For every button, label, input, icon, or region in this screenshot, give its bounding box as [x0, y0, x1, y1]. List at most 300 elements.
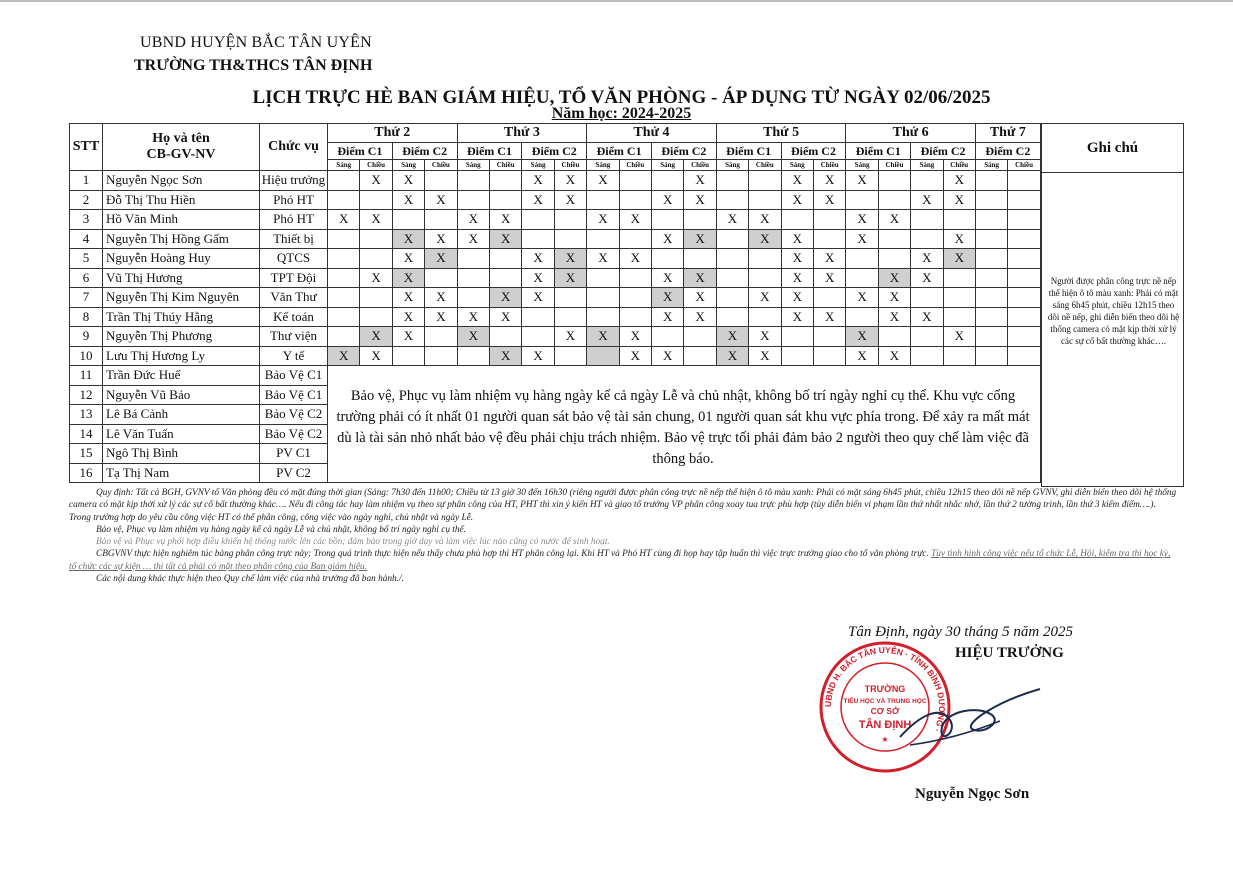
duty-cell: X	[328, 346, 360, 366]
staff-position: Hiệu trưởng	[260, 171, 328, 191]
header-position: Chức vụ	[260, 124, 328, 171]
staff-name: Nguyễn Thị Kim Nguyên	[103, 288, 260, 308]
duty-cell	[489, 268, 521, 288]
duty-cell: X	[554, 327, 586, 347]
duty-cell	[716, 249, 748, 269]
duty-cell	[619, 268, 651, 288]
duty-cell	[554, 307, 586, 327]
duty-cell	[911, 210, 943, 230]
duty-cell	[878, 190, 910, 210]
duty-cell: X	[911, 190, 943, 210]
duty-cell	[716, 307, 748, 327]
staff-position: Kế toán	[260, 307, 328, 327]
staff-name: Lê Bá Cảnh	[103, 405, 260, 425]
header-day: Thứ 6	[846, 124, 976, 143]
duty-cell: X	[781, 190, 813, 210]
table-row	[70, 346, 1041, 366]
duty-cell	[943, 210, 975, 230]
duty-cell	[684, 210, 716, 230]
duty-cell: X	[749, 346, 781, 366]
duty-cell	[975, 307, 1007, 327]
duty-cell	[587, 288, 619, 308]
duty-cell	[975, 249, 1007, 269]
org-line-2: TRƯỜNG TH&THCS TÂN ĐỊNH	[134, 57, 373, 74]
duty-cell: X	[846, 346, 878, 366]
header-day: Thứ 5	[716, 124, 846, 143]
note-paragraph	[69, 548, 1179, 573]
duty-cell: X	[587, 171, 619, 191]
duty-cell: X	[943, 229, 975, 249]
duty-cell: X	[587, 327, 619, 347]
staff-name: Tạ Thị Nam	[103, 463, 260, 483]
duty-cell: X	[749, 327, 781, 347]
duty-cell	[425, 171, 457, 191]
header-shift: Chiều	[943, 160, 975, 171]
duty-cell: X	[781, 288, 813, 308]
staff-position: Thư viện	[260, 327, 328, 347]
header-shift: Sáng	[846, 160, 878, 171]
document-title: LỊCH TRỰC HÈ BAN GIÁM HIỆU, TỔ VĂN PHÒNG - ÁP DỤNG TỪ NGÀY 02/06/2025	[252, 87, 991, 108]
duty-cell	[716, 288, 748, 308]
duty-cell	[813, 346, 845, 366]
duty-cell	[619, 229, 651, 249]
duty-cell: X	[522, 171, 554, 191]
org-line-1: UBND HUYỆN BẮC TÂN UYÊN	[140, 34, 372, 51]
duty-cell: X	[522, 346, 554, 366]
duty-cell: X	[911, 268, 943, 288]
header-day: Thứ 4	[587, 124, 717, 143]
duty-cell: X	[749, 229, 781, 249]
duty-cell: X	[684, 229, 716, 249]
header-name-line1: Họ và tên	[152, 131, 210, 146]
duty-cell	[1008, 307, 1040, 327]
duty-cell: X	[684, 190, 716, 210]
duty-cell: X	[522, 249, 554, 269]
row-number: 6	[70, 268, 103, 288]
staff-position: Y tế	[260, 346, 328, 366]
duty-cell	[328, 190, 360, 210]
duty-cell	[489, 249, 521, 269]
duty-cell	[975, 190, 1007, 210]
header-point: Điểm C1	[716, 143, 781, 160]
header-point: Điểm C2	[522, 143, 587, 160]
header-point: Điểm C1	[587, 143, 652, 160]
duty-cell: X	[360, 327, 392, 347]
row-number: 8	[70, 307, 103, 327]
duty-cell	[651, 327, 683, 347]
row-number: 16	[70, 463, 103, 483]
duty-cell	[328, 229, 360, 249]
header-shift: Chiều	[554, 160, 586, 171]
duty-cell: X	[878, 288, 910, 308]
duty-cell: X	[489, 307, 521, 327]
duty-cell	[554, 210, 586, 230]
duty-cell: X	[457, 210, 489, 230]
duty-cell	[749, 171, 781, 191]
staff-name: Trần Đức Huế	[103, 366, 260, 386]
duty-cell	[1008, 171, 1040, 191]
duty-cell	[457, 171, 489, 191]
duty-cell: X	[554, 249, 586, 269]
note-paragraph: Bảo vệ và Phục vụ phối hợp điều khiển hệ thống nước lên các bồn; đảm bảo trong giờ dạy và làm việc lúc nào cũng có nước để sinh hoạt.	[96, 537, 610, 548]
duty-cell	[813, 288, 845, 308]
duty-cell	[878, 229, 910, 249]
duty-cell: X	[587, 210, 619, 230]
duty-cell	[360, 288, 392, 308]
header-point: Điểm C2	[392, 143, 457, 160]
duty-cell: X	[554, 268, 586, 288]
duty-cell: X	[489, 346, 521, 366]
header-day: Thứ 3	[457, 124, 587, 143]
duty-cell: X	[781, 307, 813, 327]
duty-cell	[975, 288, 1007, 308]
duty-cell	[911, 171, 943, 191]
duty-cell: X	[651, 268, 683, 288]
seal-ring-text: UBND H. BẮC TÂN UYÊN · TỈNH BÌNH DƯƠNG ·	[822, 644, 948, 734]
table-row	[70, 190, 1041, 210]
duty-cell	[975, 171, 1007, 191]
duty-cell	[975, 229, 1007, 249]
duty-cell	[587, 229, 619, 249]
header-shift: Sáng	[587, 160, 619, 171]
duty-cell	[781, 327, 813, 347]
duty-cell	[1008, 327, 1040, 347]
table-row	[70, 288, 1041, 308]
duty-cell	[651, 210, 683, 230]
duty-cell: X	[684, 171, 716, 191]
row-number: 1	[70, 171, 103, 191]
duty-cell: X	[846, 288, 878, 308]
duty-cell: X	[489, 229, 521, 249]
duty-cell	[392, 346, 424, 366]
staff-name: Vũ Thị Hương	[103, 268, 260, 288]
duty-cell	[749, 307, 781, 327]
header-name	[103, 124, 260, 171]
staff-name: Nguyễn Hoàng Huy	[103, 249, 260, 269]
header-day: Thứ 7	[975, 124, 1040, 143]
duty-cell	[328, 249, 360, 269]
staff-position: PV C2	[260, 463, 328, 483]
header-shift: Chiều	[619, 160, 651, 171]
duty-cell: X	[522, 268, 554, 288]
duty-cell	[911, 327, 943, 347]
duty-cell	[846, 268, 878, 288]
duty-cell	[360, 229, 392, 249]
staff-name: Nguyễn Vũ Bảo	[103, 385, 260, 405]
row-number: 14	[70, 424, 103, 444]
duty-cell: X	[813, 268, 845, 288]
staff-name: Nguyễn Thị Phương	[103, 327, 260, 347]
duty-cell: X	[619, 327, 651, 347]
duty-cell: X	[943, 327, 975, 347]
header-shift: Sáng	[975, 160, 1007, 171]
row-number: 13	[70, 405, 103, 425]
duty-cell	[457, 288, 489, 308]
duty-cell: X	[457, 229, 489, 249]
duty-cell	[975, 327, 1007, 347]
duty-cell	[749, 190, 781, 210]
duty-cell: X	[619, 346, 651, 366]
staff-position: PV C1	[260, 444, 328, 464]
duty-cell: X	[425, 288, 457, 308]
header-notes: Ghi chú	[1042, 124, 1183, 173]
header-day: Thứ 2	[328, 124, 458, 143]
duty-cell: X	[489, 210, 521, 230]
header-shift: Chiều	[1008, 160, 1040, 171]
duty-cell: X	[554, 171, 586, 191]
duty-cell	[619, 171, 651, 191]
duty-cell: X	[457, 327, 489, 347]
duty-cell: X	[457, 307, 489, 327]
regulation-notes	[69, 487, 1179, 585]
table-row	[70, 268, 1041, 288]
staff-name: Đỗ Thị Thu Hiền	[103, 190, 260, 210]
duty-cell: X	[392, 307, 424, 327]
duty-cell: X	[684, 307, 716, 327]
duty-cell	[716, 171, 748, 191]
header-shift: Chiều	[489, 160, 521, 171]
duty-cell: X	[328, 210, 360, 230]
staff-position: Văn Thư	[260, 288, 328, 308]
duty-cell: X	[392, 249, 424, 269]
header-shift: Chiều	[684, 160, 716, 171]
duty-cell	[684, 327, 716, 347]
svg-text:TÂN ĐỊNH: TÂN ĐỊNH	[858, 719, 912, 731]
duty-cell: X	[846, 171, 878, 191]
duty-cell	[911, 229, 943, 249]
duty-cell: X	[392, 268, 424, 288]
duty-cell	[489, 190, 521, 210]
header-point: Điểm C2	[781, 143, 846, 160]
duty-cell	[1008, 288, 1040, 308]
duty-cell	[457, 268, 489, 288]
duty-cell: X	[392, 171, 424, 191]
duty-cell: X	[749, 210, 781, 230]
duty-cell	[554, 288, 586, 308]
duty-cell	[846, 249, 878, 269]
duty-cell: X	[846, 229, 878, 249]
duty-cell	[1008, 346, 1040, 366]
staff-position: Bảo Vệ C2	[260, 405, 328, 425]
duty-cell: X	[813, 190, 845, 210]
duty-cell	[457, 249, 489, 269]
duty-cell: X	[392, 190, 424, 210]
duty-cell	[975, 346, 1007, 366]
duty-cell: X	[392, 327, 424, 347]
duty-cell	[360, 307, 392, 327]
duty-cell	[651, 171, 683, 191]
duty-cell	[619, 288, 651, 308]
duty-cell: X	[651, 288, 683, 308]
duty-cell: X	[813, 307, 845, 327]
duty-cell	[1008, 190, 1040, 210]
row-number: 2	[70, 190, 103, 210]
staff-name: Lê Văn Tuấn	[103, 424, 260, 444]
document-subtitle: Năm học: 2024-2025	[551, 105, 692, 122]
header-shift: Sáng	[328, 160, 360, 171]
duty-cell: X	[360, 268, 392, 288]
duty-cell	[943, 288, 975, 308]
row-number: 4	[70, 229, 103, 249]
header-shift: Sáng	[392, 160, 424, 171]
duty-cell: X	[425, 190, 457, 210]
duty-cell	[425, 327, 457, 347]
note-underlined-text: Tùy tình hình công việc nếu tổ chức Lễ, Hội, kiểm tra thi học kỳ, tổ chức các sự kiện … thì tất cả phải có mặt theo phân công của Ban giám hiệu.	[69, 549, 1171, 572]
duty-cell: X	[489, 288, 521, 308]
duty-cell: X	[943, 171, 975, 191]
staff-name: Hồ Văn Minh	[103, 210, 260, 230]
duty-cell	[846, 190, 878, 210]
row-number: 15	[70, 444, 103, 464]
duty-cell: X	[716, 210, 748, 230]
duty-cell	[587, 307, 619, 327]
row-number: 7	[70, 288, 103, 308]
duty-cell: X	[619, 249, 651, 269]
duty-cell	[878, 171, 910, 191]
duty-cell: X	[522, 190, 554, 210]
staff-position: Phó HT	[260, 190, 328, 210]
staff-name: Nguyễn Thị Hồng Gấm	[103, 229, 260, 249]
svg-text:TRƯỜNG: TRƯỜNG	[864, 684, 906, 694]
header-shift: Sáng	[651, 160, 683, 171]
duty-cell	[813, 327, 845, 347]
header-shift: Sáng	[911, 160, 943, 171]
duty-cell	[489, 327, 521, 347]
duty-cell: X	[878, 210, 910, 230]
duty-cell: X	[651, 229, 683, 249]
duty-cell	[522, 229, 554, 249]
duty-cell	[911, 288, 943, 308]
top-border-line	[0, 0, 1233, 2]
duty-cell: X	[911, 307, 943, 327]
duty-cell	[328, 268, 360, 288]
note-paragraph: Quy định: Tất cả BGH, GVNV tổ Văn phòng đều có mặt đúng thời gian (Sáng: 7h30 đến 11h00; Chiều từ 13 giờ 30 đến 16h30 (riêng người được phân công trực nề nếp thể hiện ô tô màu xanh: Phải có mặt sáng 6h45 phút, chiều 12h15 theo dõi nề nếp GVNV, ghi diễn biến theo dõi hệ thống camera có mặt kịp thời xử lý các sự cố bất thường khác…. Nếu đi công tác hay làm nhiệm vụ theo sự phân công của HT, PHT thì xin ý kiến HT và giao tổ trưởng VP phân công xoay tua trực phù hợp (tùy diễn biến vi phạm lần thứ nhất nhắc nhở, lần thứ 2 tường trình, lần thứ 3 kiểm điểm….). Trong trường hợp do yêu cầu công việc HT có thể phân công, công việc vào ngày nghỉ, chủ nhật và ngày Lễ.	[69, 488, 1177, 523]
duty-cell	[749, 268, 781, 288]
duty-cell: X	[781, 171, 813, 191]
duty-cell	[1008, 229, 1040, 249]
table-row	[70, 307, 1041, 327]
duty-cell: X	[781, 249, 813, 269]
header-shift: Sáng	[522, 160, 554, 171]
staff-name: Ngô Thị Bình	[103, 444, 260, 464]
duty-cell	[651, 249, 683, 269]
duty-cell	[360, 190, 392, 210]
staff-name: Lưu Thị Hương Ly	[103, 346, 260, 366]
duty-cell	[878, 327, 910, 347]
duty-cell	[457, 190, 489, 210]
duty-cell	[684, 249, 716, 269]
duty-cell	[425, 210, 457, 230]
duty-cell	[328, 171, 360, 191]
duty-cell	[684, 346, 716, 366]
duty-cell	[457, 346, 489, 366]
duty-cell: X	[425, 307, 457, 327]
duty-cell	[1008, 268, 1040, 288]
header-name-line2: CB-GV-NV	[146, 147, 216, 162]
duty-cell: X	[425, 229, 457, 249]
duty-cell	[522, 327, 554, 347]
duty-cell	[489, 171, 521, 191]
duty-cell	[975, 210, 1007, 230]
duty-cell: X	[651, 346, 683, 366]
staff-name: Nguyễn Ngọc Sơn	[103, 171, 260, 191]
table-row	[70, 171, 1041, 191]
duty-cell	[781, 210, 813, 230]
notes-column	[1041, 123, 1184, 487]
duty-cell: X	[716, 346, 748, 366]
staff-position: Bảo Vệ C2	[260, 424, 328, 444]
header-shift: Sáng	[781, 160, 813, 171]
header-point: Điểm C1	[457, 143, 522, 160]
row-number: 3	[70, 210, 103, 230]
duty-cell	[554, 229, 586, 249]
duty-cell	[716, 268, 748, 288]
header-shift: Sáng	[457, 160, 489, 171]
header-point: Điểm C2	[911, 143, 976, 160]
row-number: 12	[70, 385, 103, 405]
duty-cell	[587, 190, 619, 210]
duty-cell	[328, 307, 360, 327]
duty-cell: X	[943, 190, 975, 210]
staff-position: Bảo Vệ C1	[260, 385, 328, 405]
duty-cell: X	[878, 268, 910, 288]
duty-cell	[360, 249, 392, 269]
duty-cell	[943, 346, 975, 366]
row-number: 5	[70, 249, 103, 269]
place-date: Tân Định, ngày 30 tháng 5 năm 2025	[848, 624, 1073, 640]
duty-cell	[328, 288, 360, 308]
header-shift: Chiều	[878, 160, 910, 171]
duty-cell	[522, 210, 554, 230]
row-number: 11	[70, 366, 103, 386]
duty-cell: X	[651, 307, 683, 327]
table-row	[70, 249, 1041, 269]
duty-cell: X	[619, 210, 651, 230]
duty-cell	[943, 307, 975, 327]
duty-cell: X	[716, 327, 748, 347]
duty-cell: X	[360, 346, 392, 366]
staff-position: Bảo Vệ C1	[260, 366, 328, 386]
header-shift: Chiều	[749, 160, 781, 171]
signer-title: HIỆU TRƯỞNG	[955, 645, 1064, 661]
signer-name: Nguyễn Ngọc Sơn	[915, 786, 1030, 802]
duty-cell: X	[813, 249, 845, 269]
duty-cell	[878, 249, 910, 269]
header-point: Điểm C1	[328, 143, 393, 160]
table-row	[70, 210, 1041, 230]
duty-cell: X	[781, 229, 813, 249]
duty-cell: X	[781, 268, 813, 288]
note-paragraph: Bảo vệ, Phục vụ làm nhiệm vụ hàng ngày kể cả ngày Lễ và chủ nhật, không bố trí ngày nghỉ cụ thể.	[96, 524, 466, 535]
header-shift: Chiều	[360, 160, 392, 171]
header-shift: Sáng	[716, 160, 748, 171]
staff-name: Trần Thị Thúy Hằng	[103, 307, 260, 327]
staff-position: Thiết bị	[260, 229, 328, 249]
duty-cell: X	[846, 210, 878, 230]
duty-cell: X	[813, 171, 845, 191]
duty-cell: X	[651, 190, 683, 210]
duty-cell	[943, 268, 975, 288]
row-number: 9	[70, 327, 103, 347]
duty-cell	[813, 210, 845, 230]
duty-cell	[911, 346, 943, 366]
duty-cell	[425, 268, 457, 288]
duty-cell	[425, 346, 457, 366]
duty-cell	[554, 346, 586, 366]
row-number: 10	[70, 346, 103, 366]
handwritten-signature	[880, 675, 1050, 765]
duty-cell: X	[392, 288, 424, 308]
